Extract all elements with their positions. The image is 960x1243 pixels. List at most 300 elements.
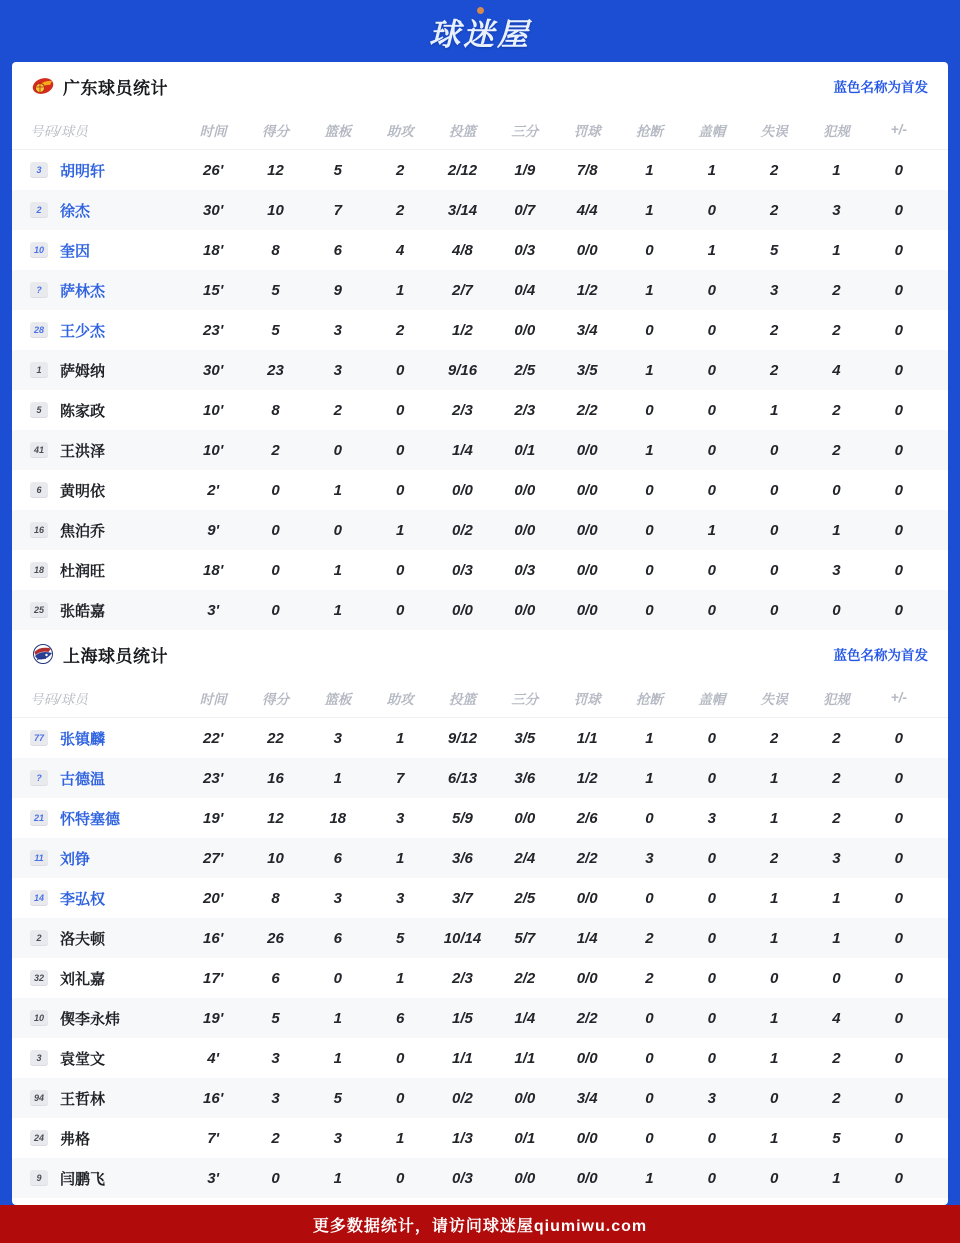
stat-cell: 23'	[203, 769, 224, 787]
jersey-number-badge: 77	[30, 730, 48, 746]
stat-cell: 8	[271, 401, 280, 419]
stat-cell: 3	[271, 1089, 280, 1107]
stat-cell: 0/3	[514, 241, 536, 259]
stat-cell: 0	[707, 441, 716, 459]
stat-cell: 0	[894, 1049, 903, 1067]
stat-cell: 0	[707, 361, 716, 379]
column-header: 助攻	[386, 123, 414, 139]
column-header: 时间	[199, 123, 227, 139]
stat-cell: 0	[894, 401, 903, 419]
stat-cell: 0/0	[514, 321, 536, 339]
stat-cell: 0	[645, 809, 654, 827]
stat-cell: 6	[333, 929, 342, 947]
stat-cell: 26	[267, 929, 284, 947]
table-row	[12, 390, 948, 430]
stat-cell: 1/2	[576, 281, 598, 299]
stat-cell: 3	[333, 1129, 342, 1147]
stat-cell: 1/3	[452, 1129, 473, 1147]
stat-cell: 3	[832, 849, 841, 867]
stat-cell: 1	[707, 161, 716, 179]
stat-cell: 1	[645, 201, 654, 219]
column-header: +/-	[890, 690, 907, 705]
stat-cell: 3/14	[447, 201, 478, 219]
stat-cell: 16	[267, 769, 284, 787]
stat-cell: 0	[645, 481, 654, 499]
stat-cell: 10	[267, 201, 284, 219]
stat-cell: 3	[832, 201, 841, 219]
column-header: 篮板	[324, 123, 352, 139]
stat-cell: 30'	[203, 361, 224, 379]
starter-legend: 蓝色名称为首发	[833, 648, 928, 663]
stat-cell: 7/8	[576, 161, 598, 179]
jersey-number-badge: 3	[30, 1050, 48, 1066]
stat-cell: 2	[645, 969, 654, 987]
player-cell	[30, 1088, 182, 1109]
stat-cell: 0/7	[514, 201, 536, 219]
stat-cell: 19'	[203, 1009, 224, 1027]
player-name-link[interactable]: 刘礼嘉	[60, 970, 106, 988]
stat-cell: 1	[832, 929, 841, 947]
stat-cell: 0/0	[576, 481, 598, 499]
player-name-link[interactable]: 闫鹏飞	[60, 1170, 106, 1188]
guangdong-team-logo	[32, 76, 54, 96]
stat-cell: 0	[333, 969, 342, 987]
stat-cell: 16'	[203, 929, 224, 947]
player-cell	[30, 320, 182, 341]
stat-cell: 2/2	[514, 969, 536, 987]
column-header: 抢断	[635, 691, 663, 707]
stat-cell: 0/0	[514, 601, 536, 619]
jersey-number-badge: 9	[30, 1170, 48, 1186]
stat-cell: 3'	[207, 1169, 220, 1187]
section-guangdong	[12, 62, 948, 630]
stat-cell: 2/4	[514, 849, 536, 867]
player-name-link[interactable]: 怀特塞德	[60, 810, 121, 828]
stat-cell: 0/0	[514, 809, 536, 827]
stat-cell: 0/0	[576, 521, 598, 539]
stat-cell: 2	[271, 441, 280, 459]
stat-cell: 0	[894, 1129, 903, 1147]
jersey-number-badge: 28	[30, 322, 48, 338]
stat-cell: 2	[832, 1089, 841, 1107]
stat-cell: 0	[894, 201, 903, 219]
stat-cell: 1	[645, 769, 654, 787]
stat-cell: 0/0	[576, 561, 598, 579]
stat-cell: 1	[769, 401, 779, 419]
table-row	[12, 958, 948, 998]
stat-cell: 0/2	[452, 1089, 473, 1107]
stat-cell: 1	[769, 809, 779, 827]
player-cell	[30, 160, 182, 181]
column-header-player: 号码/球员	[30, 691, 88, 707]
stat-cell: 0	[707, 849, 716, 867]
table-row	[12, 230, 948, 270]
column-header: 盖帽	[698, 691, 726, 707]
stat-cell: 0	[707, 321, 716, 339]
stat-cell: 0/3	[452, 1169, 473, 1187]
stat-cell: 16'	[203, 1089, 224, 1107]
stat-cell: 0	[707, 601, 716, 619]
stat-cell: 5	[395, 929, 405, 947]
stat-cell: 1	[645, 161, 654, 179]
stat-cell: 0/3	[514, 561, 536, 579]
jersey-number-badge: 2	[30, 930, 48, 946]
player-cell	[30, 768, 182, 789]
table-row	[12, 510, 948, 550]
column-header: 失误	[760, 691, 788, 707]
stat-cell: 0	[707, 769, 716, 787]
section-header	[12, 62, 948, 110]
stat-cell: 0	[894, 561, 903, 579]
jersey-number-badge: 11	[30, 850, 48, 866]
table-row	[12, 1038, 948, 1078]
stat-cell: 0	[894, 1169, 903, 1187]
stat-cell: 1	[333, 601, 342, 619]
stat-cell: 0	[769, 1089, 779, 1107]
player-name-link[interactable]: 古德温	[60, 770, 106, 788]
stat-cell: 7'	[207, 1129, 220, 1147]
stat-cell: 2	[832, 441, 841, 459]
stat-cell: 2/3	[452, 401, 473, 419]
jersey-number-badge: 94	[30, 1090, 48, 1106]
stat-cell: 0	[894, 1089, 903, 1107]
stat-cell: 0/0	[514, 521, 536, 539]
player-cell	[30, 520, 182, 541]
stat-cell: 3	[271, 1049, 280, 1067]
player-cell	[30, 1128, 182, 1149]
column-header: 三分	[511, 123, 539, 139]
stat-cell: 3	[707, 809, 716, 827]
stat-cell: 0	[395, 361, 405, 379]
stat-cell: 1/1	[514, 1049, 536, 1067]
jersey-number-badge: 21	[30, 810, 48, 826]
player-name-link[interactable]: 王洪泽	[60, 442, 106, 460]
player-name-link[interactable]: 黄明依	[60, 482, 106, 500]
stat-cell: 5	[271, 281, 280, 299]
jersey-number-badge: 32	[30, 970, 48, 986]
column-header: 失误	[760, 123, 788, 139]
stat-cell: 0	[832, 601, 841, 619]
stat-cell: 3	[769, 281, 779, 299]
stat-cell: 0/0	[576, 1129, 598, 1147]
player-name-link[interactable]: 徐杰	[60, 202, 91, 220]
stat-cell: 5	[333, 1089, 342, 1107]
stat-cell: 22	[267, 729, 284, 747]
stat-cell: 0	[707, 401, 716, 419]
stat-cell: 0	[707, 481, 716, 499]
section-title: 广东球员统计	[63, 78, 168, 98]
stat-cell: 0	[894, 361, 903, 379]
stat-cell: 0	[894, 441, 903, 459]
table-body	[12, 150, 948, 630]
player-name-link[interactable]: 刘铮	[60, 850, 91, 868]
player-name-link[interactable]: 张皓嘉	[60, 602, 106, 620]
column-header: 犯规	[822, 123, 850, 139]
stat-cell: 1/5	[452, 1009, 473, 1027]
player-cell	[30, 600, 182, 621]
stat-cell: 0	[894, 281, 903, 299]
stat-cell: 1	[395, 1129, 405, 1147]
stat-cell: 1	[333, 561, 342, 579]
stat-cell: 0	[271, 1169, 280, 1187]
column-header: 罚球	[573, 691, 601, 707]
stat-cell: 0	[707, 969, 716, 987]
stat-cell: 0	[645, 889, 654, 907]
stat-cell: 23	[267, 361, 284, 379]
site-logo[interactable]: 球迷屋	[429, 9, 531, 54]
stat-cell: 1	[645, 441, 654, 459]
stat-cell: 4	[832, 1009, 841, 1027]
stat-cell: 0/0	[576, 601, 598, 619]
stat-cell: 4'	[207, 1049, 220, 1067]
stats-card	[12, 62, 948, 1205]
stat-cell: 1	[769, 1009, 779, 1027]
stat-cell: 0	[894, 601, 903, 619]
stat-cell: 0/0	[576, 441, 598, 459]
stat-cell: 3	[645, 849, 654, 867]
stat-cell: 15'	[203, 281, 224, 299]
player-name-link[interactable]: 王哲林	[60, 1090, 106, 1108]
player-name-link[interactable]: 杜润旺	[60, 562, 106, 580]
stat-cell: 0	[894, 889, 903, 907]
table-row	[12, 998, 948, 1038]
stat-cell: 5	[769, 241, 779, 259]
stat-cell: 12	[267, 809, 284, 827]
stat-cell: 19'	[203, 809, 224, 827]
jersey-number-badge: 16	[30, 522, 48, 538]
player-cell	[30, 1048, 182, 1069]
stat-cell: 0	[894, 729, 903, 747]
stat-cell: 3'	[207, 601, 220, 619]
stat-cell: 4	[832, 361, 841, 379]
stat-cell: 0	[707, 1049, 716, 1067]
stat-cell: 2/12	[447, 161, 478, 179]
stat-cell: 2	[769, 849, 779, 867]
column-header: +/-	[890, 122, 907, 137]
shanghai-team-logo	[32, 644, 54, 664]
stat-cell: 6	[395, 1009, 405, 1027]
jersey-number-badge: ?	[30, 282, 48, 298]
stat-cell: 0	[645, 601, 654, 619]
player-name-link[interactable]: 李弘权	[60, 890, 106, 908]
stat-cell: 3	[333, 729, 342, 747]
table-header-row	[12, 110, 948, 150]
stat-cell: 2	[832, 809, 841, 827]
stat-cell: 18'	[203, 561, 224, 579]
player-name-link[interactable]: 陈家政	[60, 402, 106, 420]
stat-cell: 2/2	[576, 849, 598, 867]
player-name-link[interactable]: 张镇麟	[60, 730, 106, 748]
stat-cell: 3	[395, 889, 405, 907]
table-row	[12, 470, 948, 510]
stat-cell: 0	[894, 809, 903, 827]
stat-cell: 0	[894, 849, 903, 867]
player-name-link[interactable]: 萨林杰	[60, 282, 106, 300]
stat-cell: 3/7	[452, 889, 473, 907]
stat-cell: 1/4	[514, 1009, 536, 1027]
column-header: 罚球	[573, 123, 601, 139]
stat-cell: 1	[769, 1129, 779, 1147]
stat-cell: 1/4	[452, 441, 473, 459]
stat-cell: 1	[395, 849, 405, 867]
stat-cell: 0	[271, 561, 280, 579]
player-name-link[interactable]: 王少杰	[60, 322, 106, 340]
player-cell	[30, 560, 182, 581]
player-name-link[interactable]: 胡明轩	[60, 162, 106, 180]
stat-cell: 0	[894, 321, 903, 339]
stat-cell: 2	[395, 161, 405, 179]
table-row	[12, 798, 948, 838]
stat-cell: 12	[267, 161, 284, 179]
stat-cell: 6	[333, 241, 342, 259]
stat-cell: 4/8	[452, 241, 473, 259]
stat-cell: 0	[894, 769, 903, 787]
player-cell	[30, 848, 182, 869]
stat-cell: 5	[271, 1009, 280, 1027]
stat-cell: 0	[645, 321, 654, 339]
stat-cell: 3	[832, 561, 841, 579]
stat-cell: 0	[395, 481, 405, 499]
stat-cell: 9	[333, 281, 342, 299]
stat-cell: 0	[395, 401, 405, 419]
stat-cell: 0	[707, 729, 716, 747]
stat-cell: 1/2	[452, 321, 473, 339]
stat-cell: 9/12	[447, 729, 478, 747]
stat-cell: 0	[707, 281, 716, 299]
player-cell	[30, 200, 182, 221]
stat-cell: 2	[769, 361, 779, 379]
stat-cell: 1	[769, 929, 779, 947]
jersey-number-badge: ?	[30, 770, 48, 786]
stat-cell: 0	[832, 969, 841, 987]
stat-cell: 0	[333, 441, 342, 459]
stat-cell: 2	[395, 201, 405, 219]
stat-cell: 0	[333, 521, 342, 539]
stat-cell: 1	[333, 1169, 342, 1187]
stat-cell: 5/9	[452, 809, 473, 827]
stat-cell: 1	[333, 1049, 342, 1067]
stat-cell: 1	[832, 889, 841, 907]
stat-cell: 1	[333, 1009, 342, 1027]
stat-cell: 22'	[203, 729, 224, 747]
stat-cell: 2/6	[576, 809, 598, 827]
stat-cell: 0	[707, 1129, 716, 1147]
stat-cell: 2	[333, 401, 342, 419]
stat-cell: 1	[832, 161, 841, 179]
stat-cell: 1	[707, 241, 716, 259]
player-name-link[interactable]: 洛夫顿	[60, 930, 106, 948]
stat-cell: 4	[395, 241, 405, 259]
player-name-link[interactable]: 弗格	[60, 1130, 91, 1148]
player-cell	[30, 1008, 182, 1029]
logo-dot-icon	[477, 7, 484, 14]
stat-cell: 0	[769, 481, 779, 499]
player-cell	[30, 360, 182, 381]
jersey-number-badge: 2	[30, 202, 48, 218]
stat-cell: 2	[769, 161, 779, 179]
stat-cell: 10'	[203, 441, 224, 459]
stat-cell: 3	[333, 321, 342, 339]
stat-cell: 1	[645, 1169, 654, 1187]
stat-cell: 2	[769, 201, 779, 219]
stat-cell: 0	[894, 969, 903, 987]
column-header: 篮板	[324, 691, 352, 707]
stat-cell: 8	[271, 889, 280, 907]
stat-cell: 0	[645, 1049, 654, 1067]
stat-cell: 5	[271, 321, 280, 339]
stat-cell: 2	[271, 1129, 280, 1147]
column-header: 三分	[511, 691, 539, 707]
stat-cell: 1	[395, 521, 405, 539]
stat-cell: 17'	[203, 969, 224, 987]
stat-cell: 0	[707, 561, 716, 579]
stat-cell: 2/2	[576, 401, 598, 419]
stat-cell: 0/0	[576, 1169, 598, 1187]
player-name-link[interactable]: 袁堂文	[60, 1050, 106, 1068]
player-name-link[interactable]: 焦泊乔	[60, 522, 106, 540]
column-header: 得分	[261, 123, 289, 139]
stat-cell: 18'	[203, 241, 224, 259]
jersey-number-badge: 1	[30, 362, 48, 378]
stat-cell: 0/4	[514, 281, 536, 299]
stat-cell: 2'	[207, 481, 220, 499]
stat-cell: 0	[769, 521, 779, 539]
player-name-link[interactable]: 萨姆纳	[60, 362, 106, 380]
stat-cell: 1	[832, 1169, 841, 1187]
stat-cell: 0	[707, 929, 716, 947]
stat-cell: 0/0	[576, 241, 598, 259]
stat-cell: 1	[395, 729, 405, 747]
jersey-number-badge: 3	[30, 162, 48, 178]
stat-cell: 2	[832, 769, 841, 787]
stat-cell: 1/4	[576, 929, 598, 947]
stat-cell: 30'	[203, 201, 224, 219]
column-header: 投篮	[448, 123, 476, 139]
stat-cell: 1	[707, 521, 716, 539]
stat-cell: 9/16	[447, 361, 478, 379]
table-row	[12, 758, 948, 798]
stat-cell: 0/0	[452, 601, 473, 619]
stat-cell: 0/3	[452, 561, 473, 579]
stat-cell: 0/1	[514, 441, 536, 459]
player-name-link[interactable]: 奎因	[60, 242, 91, 260]
stat-cell: 2	[832, 281, 841, 299]
stat-cell: 0	[707, 1169, 716, 1187]
stat-cell: 0	[395, 601, 405, 619]
stat-cell: 0	[395, 441, 405, 459]
stat-cell: 1	[333, 481, 342, 499]
player-cell	[30, 808, 182, 829]
stat-cell: 0	[832, 481, 841, 499]
table-row	[12, 1158, 948, 1198]
stat-cell: 0	[645, 1129, 654, 1147]
stat-cell: 2	[832, 321, 841, 339]
player-name-link[interactable]: 偰李永炜	[60, 1010, 121, 1028]
stat-cell: 6	[333, 849, 342, 867]
stat-cell: 3	[395, 809, 405, 827]
stat-cell: 10'	[203, 401, 224, 419]
stat-cell: 0	[707, 1009, 716, 1027]
stat-cell: 0	[645, 401, 654, 419]
stat-cell: 1	[769, 889, 779, 907]
stat-cell: 7	[395, 769, 405, 787]
table-row	[12, 718, 948, 758]
stat-cell: 0	[894, 481, 903, 499]
stat-cell: 3	[333, 361, 342, 379]
player-cell	[30, 280, 182, 301]
stat-cell: 3/4	[576, 321, 598, 339]
stat-cell: 1	[645, 729, 654, 747]
